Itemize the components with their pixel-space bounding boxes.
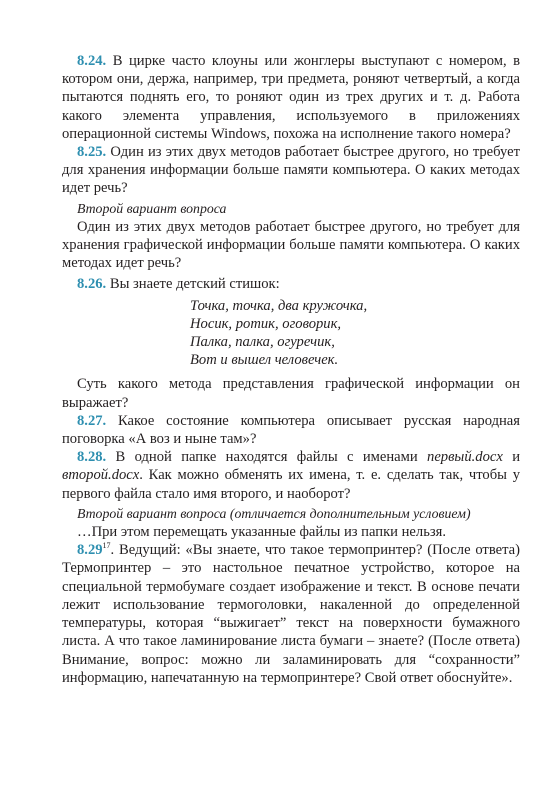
- poem-line: Вот и вышел человечек.: [190, 352, 339, 369]
- question-number: 8.25.: [77, 144, 107, 161]
- question-text-before: В одной папке находятся файлы с именами: [115, 449, 418, 466]
- variant-label: Второй вариант вопроса (отличается дополнительным условием): [77, 505, 471, 521]
- file-name-first: первый.docx: [427, 449, 503, 466]
- question-8-26: [62, 275, 520, 293]
- question-text: Вы знаете детский стишок:: [109, 276, 280, 293]
- question-text-mid: и: [512, 449, 520, 466]
- question-8-27: [62, 412, 520, 448]
- poem-line: Точка, точка, два кружочка,: [190, 297, 368, 314]
- question-8-28: [62, 448, 520, 503]
- question-8-25: [62, 143, 520, 198]
- question-text: В цирке часто клоуны или жонглеры выступают с номером, в котором они, держа, например, три предмета, роняют четвертый, а когда пытаются поднять его, то роняют один из трех других и т. д. Работа какого элемента управления, используемого в приложениях операционной системы Windows, похожа на исполнение такого номера?: [62, 53, 521, 142]
- question-text-after-poem: Суть какого метода представления графической информации он выражает?: [62, 376, 520, 411]
- question-8-24: [62, 52, 520, 143]
- question-text: Какое состояние компьютера описывает русская народная поговорка «А воз и ныне там»?: [62, 412, 520, 448]
- document-page: [62, 52, 520, 687]
- question-number: 8.26.: [77, 276, 107, 293]
- variant-text: Один из этих двух методов работает быстрее другого, но требует для хранения графической информации больше памяти компьютера. О каких методах идет речь?: [62, 218, 520, 272]
- variant-label: Второй вариант вопроса: [77, 200, 227, 216]
- question-number: 8.29: [77, 542, 103, 559]
- question-number: 8.24.: [77, 53, 107, 69]
- question-text-after: . Как можно обменять их имена, т. е. сделать так, чтобы у первого файла стало имя второго, и наоборот?: [62, 467, 520, 502]
- file-name-second: второй.docx: [62, 467, 140, 484]
- poem-line: Носик, ротик, оговорик,: [190, 315, 342, 332]
- question-text: Один из этих двух методов работает быстрее другого, но требует для хранения информации больше памяти компьютера. О каких методах идет речь?: [62, 144, 520, 197]
- poem-line: Палка, палка, огуречик,: [190, 334, 335, 351]
- question-8-29: [62, 541, 520, 687]
- question-number: 8.27.: [77, 412, 107, 429]
- variant-text: …При этом перемещать указанные файлы из папки нельзя.: [77, 524, 446, 541]
- question-number: 8.28.: [77, 449, 107, 466]
- footnote-marker: 17: [102, 541, 111, 551]
- poem: [190, 297, 520, 370]
- question-text: . Ведущий: «Вы знаете, что такое термопринтер? (После ответа) Термопринтер – это настольное печатное устройство, которое на специальной термобумаге создает изображение и текст. В основе печати лежит использование термоголовки, накаленной до определенной температуры, которая “выжигает” текст на поверхности бумажного листа. А что такое ламинирование листа бумаги – знаете? (После ответа) Внимание, вопрос: можно ли заламинировать для “сохранности” информацию, напечатанную на термопринтере? Свой ответ обоснуйте».: [62, 542, 520, 686]
